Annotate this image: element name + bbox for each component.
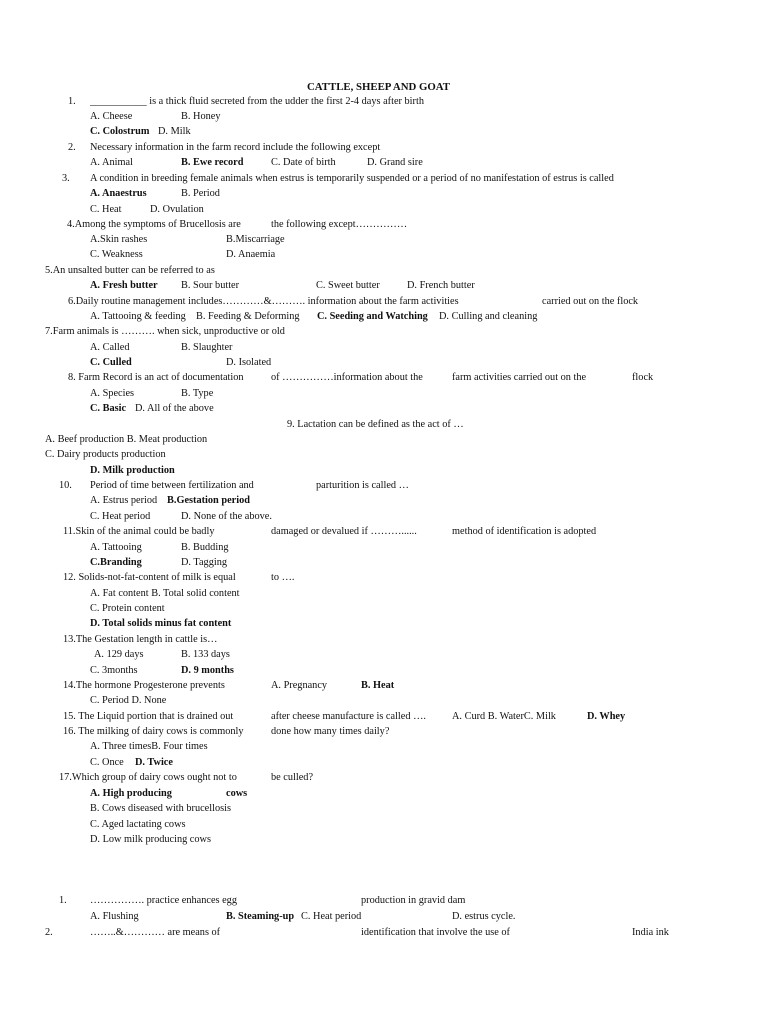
q7-option-c: C. Culled [90,357,132,368]
q15-option-abc: A. Curd B. WaterC. Milk [452,711,556,722]
q5-option-b: B. Sour butter [181,280,240,291]
q5-option-a: A. Fresh butter [90,280,158,291]
q6-text-cont: carried out on the flock [542,296,639,307]
q4-option-d: D. Anaemia [226,249,276,260]
q1-text: ___________ is a thick fluid secreted from the udder the first 2-4 days after birth [90,96,424,107]
q10-option-b: B.Gestation period [167,495,250,506]
q6-option-d: D. Culling and cleaning [439,311,538,322]
q13-option-b: B. 133 days [181,649,230,660]
q10-option-a: A. Estrus period [90,495,158,506]
q8-text-cont2: farm activities carried out on the [452,372,587,383]
q8-text-cont1: of ……………information about the [271,372,423,383]
p2q1-text: ……………. practice enhances egg [90,895,237,906]
q14-text: 14.The hormone Progesterone prevents [63,680,225,691]
q9-option-ab: A. Beef production B. Meat production [45,434,208,445]
q13-option-a: A. 129 days [94,649,144,660]
q15-text: 15. The Liquid portion that is drained out [63,711,234,722]
q14-option-b: B. Heat [361,680,395,691]
q17-option-a: A. High producing [90,788,172,799]
q4-option-a: A.Skin rashes [90,234,148,245]
q13-option-c: C. 3months [90,665,138,676]
q16-text-cont: done how many times daily? [271,726,390,737]
q12-option-c: C. Protein content [90,603,165,614]
q12-text-cont: to …. [271,572,295,583]
p2q1-text-cont: production in gravid dam [361,895,466,906]
q7-option-b: B. Slaughter [181,342,233,353]
q11-option-a: A. Tattooing [90,542,142,553]
q5-option-d: D. French butter [407,280,475,291]
q7-option-d: D. Isolated [226,357,272,368]
q10-text: Period of time between fertilization and [90,480,254,491]
q6-text: 6.Daily routine management includes…………&………. information about the farm activities [68,296,459,307]
q14-option-cd: C. Period D. None [90,695,167,706]
q2-text: Necessary information in the farm record include the following except [90,142,381,153]
q15-text-cont: after cheese manufacture is called …. [271,711,426,722]
q4-option-c: C. Weakness [90,249,143,260]
q17-option-b: B. Cows diseased with brucellosis [90,803,231,814]
p2q1-option-c: C. Heat period [301,911,362,922]
q11-option-d: D. Tagging [181,557,227,568]
q3-option-c: C. Heat [90,204,122,215]
q4-text: 4.Among the symptoms of Brucellosis are [67,219,241,230]
q8-option-a: A. Species [90,388,135,399]
q15-option-d: D. Whey [587,711,626,722]
q11-option-c: C.Branding [90,557,142,568]
q9-text: 9. Lactation can be defined as the act of … [287,419,464,430]
q6-option-b: B. Feeding & Deforming [196,311,300,322]
q3-option-a: A. Anaestrus [90,188,147,199]
q1-number: 1. [68,96,76,107]
page-title: CATTLE, SHEEP AND GOAT [307,81,450,93]
q10-option-d: D. None of the above. [181,511,272,522]
q12-option-d: D. Total solids minus fat content [90,618,232,629]
p2q2-number: 2. [45,927,53,938]
q16-option-ab: A. Three timesB. Four times [90,741,208,752]
q3-text: A condition in breeding female animals when estrus is temporarily suspended or a period of no manifestation of estrus is called [90,173,614,184]
q16-option-c: C. Once [90,757,124,768]
q16-text: 16. The milking of dairy cows is commonly [63,726,244,737]
q13-text: 13.The Gestation length in cattle is… [63,634,218,645]
q12-text: 12. Solids-not-fat-content of milk is equal [63,572,236,583]
q8-text: 8. Farm Record is an act of documentation [68,372,244,383]
q2-option-b: B. Ewe record [181,157,244,168]
q11-text: 11.Skin of the animal could be badly [63,526,215,537]
q17-option-a-cont: cows [226,788,248,799]
p2q2-text-cont1: identification that involve the use of [361,927,510,938]
q8-text-cont3: flock [632,372,654,383]
p2q1-option-a: A. Flushing [90,911,139,922]
q2-option-d: D. Grand sire [367,157,423,168]
p2q1-option-b: B. Steaming-up [226,911,295,922]
q9-option-d: D. Milk production [90,465,175,476]
q17-option-c: C. Aged lactating cows [90,819,186,830]
q4-option-b: B.Miscarriage [226,234,285,245]
p2q2-text: ……..&………… are means of [90,927,221,938]
p2q1-number: 1. [59,895,67,906]
q8-option-d: D. All of the above [135,403,214,414]
q17-text: 17.Which group of dairy cows ought not to [59,772,237,783]
q6-option-a: A. Tattooing & feeding [90,311,186,322]
q13-option-d: D. 9 months [181,665,234,676]
p2q1-option-d: D. estrus cycle. [452,911,516,922]
q2-number: 2. [68,142,76,153]
q17-option-d: D. Low milk producing cows [90,834,211,845]
q11-text-cont2: method of identification is adopted [452,526,597,537]
p2q2-text-cont2: India ink [632,927,669,938]
q16-option-d: D. Twice [135,757,173,768]
q12-option-ab: A. Fat content B. Total solid content [90,588,240,599]
q1-option-d: D. Milk [158,126,191,137]
q10-text-cont: parturition is called … [316,480,409,491]
q14-option-a: A. Pregnancy [271,680,328,691]
q3-number: 3. [62,173,70,184]
q10-number: 10. [59,480,72,491]
q11-option-b: B. Budding [181,542,229,553]
q5-option-c: C. Sweet butter [316,280,380,291]
q10-option-c: C. Heat period [90,511,151,522]
q17-text-cont: be culled? [271,772,314,783]
q2-option-a: A. Animal [90,157,133,168]
q5-text: 5.An unsalted butter can be referred to as [45,265,215,276]
q1-option-c: C. Colostrum [90,126,150,137]
q8-option-b: B. Type [181,388,214,399]
q2-option-c: C. Date of birth [271,157,336,168]
q1-option-a: A. Cheese [90,111,133,122]
q11-text-cont1: damaged or devalued if ………...... [271,526,417,537]
q7-text: 7.Farm animals is ………. when sick, unproductive or old [45,326,285,337]
q1-option-b: B. Honey [181,111,221,122]
q3-option-b: B. Period [181,188,220,199]
q9-option-c: C. Dairy products production [45,449,166,460]
q6-option-c: C. Seeding and Watching [317,311,428,322]
q4-text-cont: the following except…………… [271,219,408,230]
q7-option-a: A. Called [90,342,130,353]
q3-option-d: D. Ovulation [150,204,204,215]
q8-option-c: C. Basic [90,403,127,414]
